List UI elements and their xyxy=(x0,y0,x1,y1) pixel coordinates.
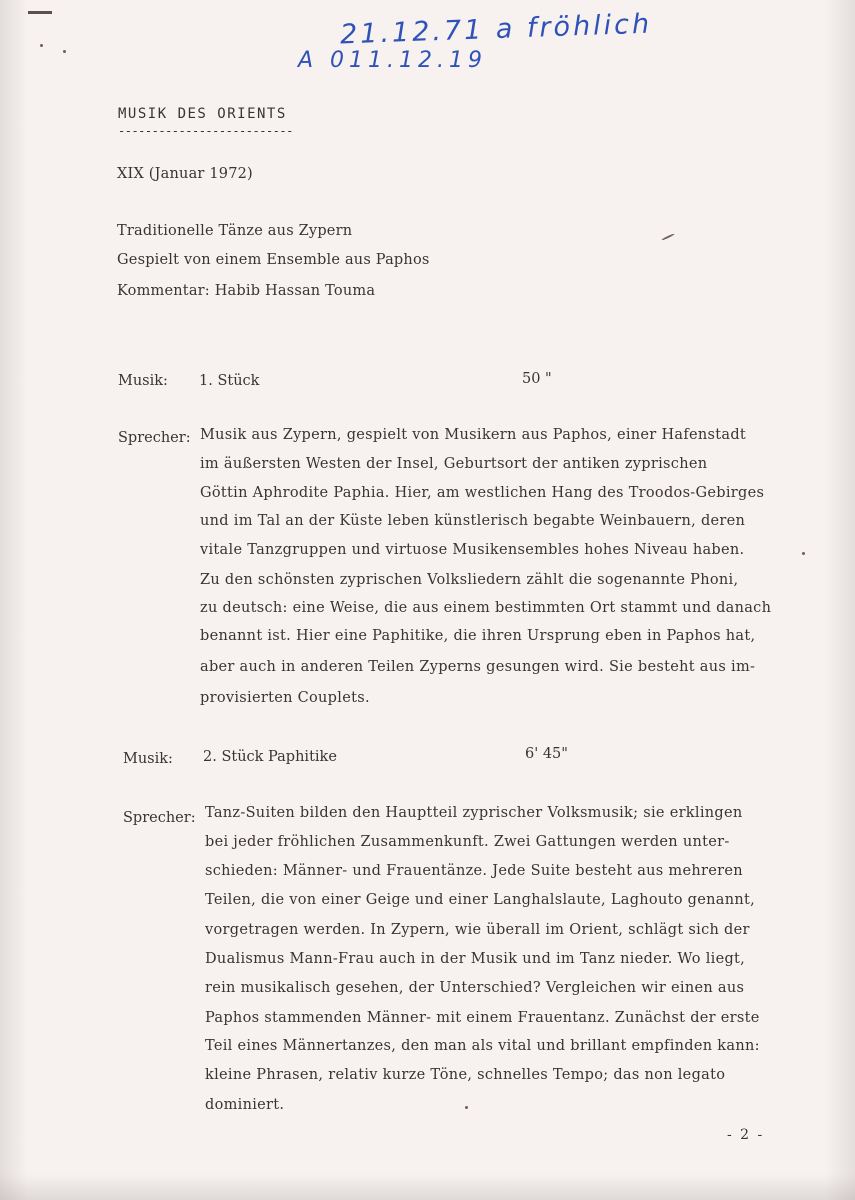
speaker-text-line: und im Tal an der Küste leben künstlerisch begabte Weinbauern, deren xyxy=(200,513,746,529)
title-underline: -------------------------- xyxy=(118,124,293,138)
issue-number: XIX (Januar 1972) xyxy=(117,166,253,182)
section-label-sprecher: Sprecher: xyxy=(123,810,196,826)
speaker-text-line: Zu den schönsten zyprischen Volksliedern zählt die sogenannte Phoni, xyxy=(200,572,739,588)
speaker-text-line: Teilen, die von einer Geige und einer Langhalslaute, Laghouto genannt, xyxy=(205,892,756,908)
scan-speck xyxy=(465,1106,468,1109)
handwritten-annotation-code: A 011.12.19 xyxy=(298,48,488,73)
music-piece-duration: 6' 45" xyxy=(525,746,568,762)
scan-speck xyxy=(661,233,675,241)
intro-line: Gespielt von einem Ensemble aus Paphos xyxy=(117,252,430,268)
speaker-text-line: Teil eines Männertanzes, den man als vital und brillant empfinden kann: xyxy=(205,1038,760,1054)
speaker-text-line: im äußersten Westen der Insel, Geburtsort der antiken zyprischen xyxy=(200,456,708,472)
speaker-text-line: provisierten Couplets. xyxy=(200,690,370,706)
music-piece-title: 2. Stück Paphitike xyxy=(203,749,337,765)
speaker-text-line: Göttin Aphrodite Paphia. Hier, am westlichen Hang des Troodos-Gebirges xyxy=(200,485,765,501)
speaker-text-line: Dualismus Mann-Frau auch in der Musik und im Tanz nieder. Wo liegt, xyxy=(205,951,746,967)
section-label-musik: Musik: xyxy=(123,751,173,767)
speaker-text-line: kleine Phrasen, relativ kurze Töne, schnelles Tempo; das non legato xyxy=(205,1067,726,1083)
speaker-text-line: Musik aus Zypern, gespielt von Musikern aus Paphos, einer Hafenstadt xyxy=(200,427,747,443)
speaker-text-line: bei jeder fröhlichen Zusammenkunft. Zwei Gattungen werden unter- xyxy=(205,834,730,850)
scan-speck xyxy=(40,44,43,47)
handwritten-annotation-date: 21.12.71 a fröhlich xyxy=(339,8,653,51)
scan-speck xyxy=(63,50,66,53)
speaker-text-line: aber auch in anderen Teilen Zyperns gesungen wird. Sie besteht aus im- xyxy=(200,659,756,675)
page-number: - 2 - xyxy=(727,1127,765,1143)
speaker-text-line: zu deutsch: eine Weise, die aus einem bestimmten Ort stammt und danach xyxy=(200,600,772,616)
speaker-text-line: Tanz-Suiten bilden den Hauptteil zyprischer Volksmusik; sie erklingen xyxy=(205,805,743,821)
top-mark xyxy=(28,11,52,14)
speaker-text-line: vitale Tanzgruppen und virtuose Musikensembles hohes Niveau haben. xyxy=(200,542,745,558)
speaker-text-line: dominiert. xyxy=(205,1097,285,1113)
section-label-musik: Musik: xyxy=(118,373,168,389)
speaker-text-line: Paphos stammenden Männer- mit einem Frauentanz. Zunächst der erste xyxy=(205,1010,760,1026)
music-piece-title: 1. Stück xyxy=(199,373,260,389)
document-title: MUSIK DES ORIENTS xyxy=(118,106,287,122)
intro-line: Traditionelle Tänze aus Zypern xyxy=(117,223,353,239)
scan-speck xyxy=(802,552,805,555)
intro-line: Kommentar: Habib Hassan Touma xyxy=(117,283,376,299)
music-piece-duration: 50 " xyxy=(522,371,552,387)
speaker-text-line: vorgetragen werden. In Zypern, wie überall im Orient, schlägt sich der xyxy=(205,922,750,938)
speaker-text-line: rein musikalisch gesehen, der Unterschied? Vergleichen wir einen aus xyxy=(205,980,745,996)
section-label-sprecher: Sprecher: xyxy=(118,430,191,446)
speaker-text-line: benannt ist. Hier eine Paphitike, die ihren Ursprung eben in Paphos hat, xyxy=(200,628,756,644)
speaker-text-line: schieden: Männer- und Frauentänze. Jede Suite besteht aus mehreren xyxy=(205,863,743,879)
